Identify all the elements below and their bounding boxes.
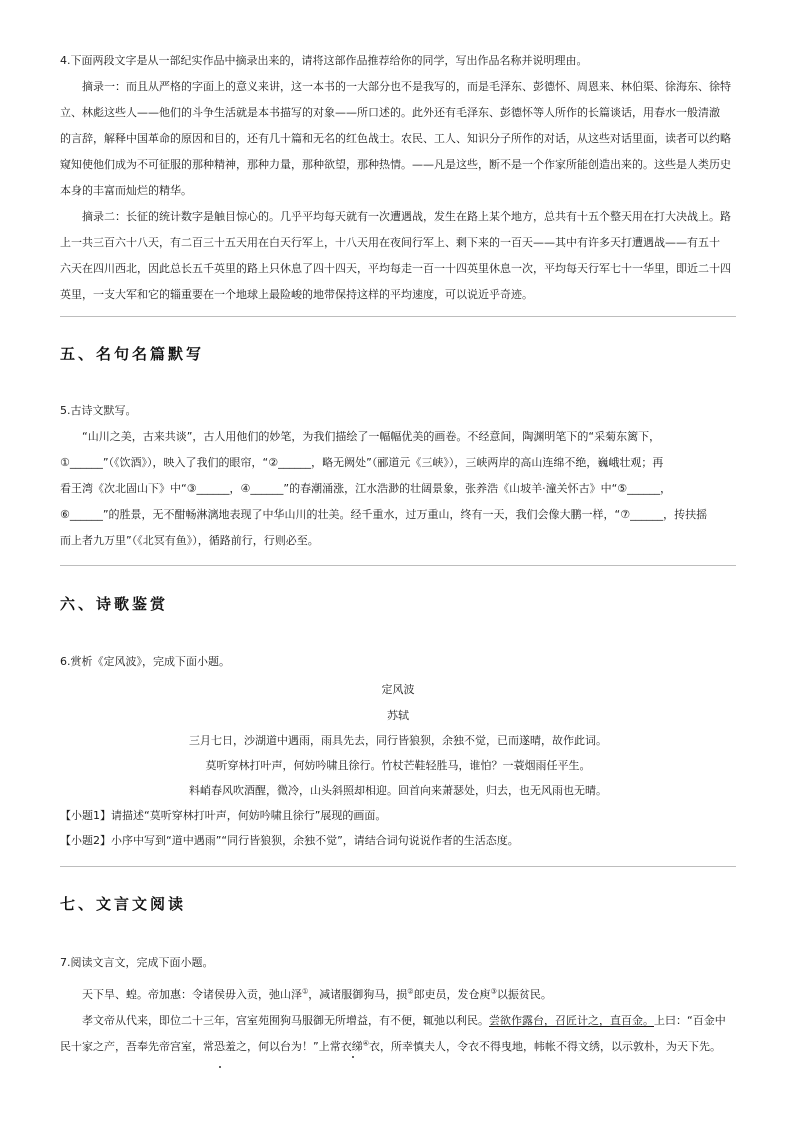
text-run: 天下旱、蝗。帝加惠：令诸侯毋入贡，弛山泽 bbox=[82, 988, 302, 1001]
sub-question-2: 【小题2】小序中写到“道中遇雨”“同行皆狼狈，余独不觉”，请结合词句说说作者的生活态度。 bbox=[60, 834, 519, 847]
question-6-title: 6.赏析《定风波》，完成下面小题。 bbox=[60, 655, 230, 668]
poem-title: 定风波 bbox=[381, 683, 415, 696]
excerpt-2-line: 英里，一支大军和它的辎重要在一个地球上最险峻的地带保持这样的平均速度，可以说近乎奇迹。 bbox=[60, 288, 533, 301]
question-4 bbox=[60, 48, 736, 308]
text-run: 民十家之产，吾奉先帝宫室，常恐羞之，何以台为！”上常衣绨 bbox=[60, 1040, 363, 1053]
classical-text-line bbox=[60, 982, 736, 1008]
footnote-marker: ④ bbox=[362, 1039, 369, 1048]
text-run: 上曰：“百金中 bbox=[654, 1014, 726, 1027]
section-6-heading: 六、诗歌鉴赏 bbox=[60, 595, 169, 613]
text-run: 郎吏员，发仓庾 bbox=[413, 988, 491, 1001]
classical-text-line bbox=[60, 1034, 736, 1060]
footnote-marker: ③ bbox=[490, 987, 497, 996]
poem-line: 料峭春风吹酒醒，微冷，山头斜照却相迎。回首向来萧瑟处，归去，也无风雨也无晴。 bbox=[189, 784, 607, 797]
excerpt-1-line: 摘录一：而且从严格的字面上的意义来讲，这一本书的一大部分也不是我写的，而是毛泽东、彭德怀、周恩来、林伯渠、徐海东、徐特 bbox=[82, 80, 731, 93]
excerpt-1-line: 的言辞，解释中国革命的原因和目的，还有几十篇和无名的红色战士。农民、工人、知识分子所作的对话，从这些对话里面，读者可以约略 bbox=[60, 132, 731, 145]
excerpt-1-line: 立、林彪这些人——他们的斗争生活就是本书描写的对象——所口述的。此外还有毛泽东、彭德怀等人所作的长篇谈话，用春水一般清澈 bbox=[60, 106, 720, 119]
poem-line: 莫听穿林打叶声，何妨吟啸且徐行。竹杖芒鞋轻胜马，谁怕？一蓑烟雨任平生。 bbox=[205, 759, 591, 772]
poem-preface: 三月七日，沙湖道中遇雨，雨具先去，同行皆狼狈，余独不觉，已而遂晴，故作此词。 bbox=[189, 734, 607, 747]
section-divider bbox=[60, 316, 736, 317]
excerpt-2-line: 六天在四川西北，因此总长五千英里的路上只休息了四十四天，平均每走一百一十四英里休息一次，平均每天行军七十一华里，即近二十四 bbox=[60, 262, 731, 275]
poem-author: 苏轼 bbox=[387, 709, 409, 722]
classical-text-line bbox=[60, 1008, 736, 1034]
sub-question-1: 【小题1】请描述“莫听穿林打叶声，何妨吟啸且徐行”展现的画面。 bbox=[60, 809, 387, 822]
section-5-heading: 五、名句名篇默写 bbox=[60, 345, 205, 363]
question-5-title: 5.古诗文默写。 bbox=[60, 404, 137, 417]
question-7-title: 7.阅读文言文，完成下面小题。 bbox=[60, 956, 214, 969]
question-5-line: 看王湾《次北固山下》中“③______，④______”的春潮涌涨，江水浩渺的壮阔景象，张养浩《山坡羊·潼关怀古》中“⑤______， bbox=[60, 482, 672, 495]
excerpt-2-line: 摘录二：长征的统计数字是触目惊心的。几乎平均每天就有一次遭遇战，发生在路上某个地方，总共有十五个整天用在打大决战上。路 bbox=[82, 210, 731, 223]
footnote-marker: ① bbox=[302, 987, 309, 996]
underlined-sentence: 尝欲作露台，召匠计之，直百金。 bbox=[489, 1014, 654, 1027]
emphasis-dot bbox=[352, 1056, 354, 1058]
excerpt-2-line: 上一共三百六十八天，有二百三十五天用在白天行军上，十八天用在夜间行军上、剩下来的一百天——其中有许多天打遭遇战——有五十 bbox=[60, 236, 720, 249]
text-run: ，减诸服御狗马，损 bbox=[308, 988, 408, 1001]
section-divider bbox=[60, 866, 736, 867]
question-5-line: ①______”（《饮酒》），映入了我们的眼帘，“②______，略无阙处”（郦道元《三峡》），三峡两岸的高山连绵不绝，巍峨壮观；再 bbox=[60, 456, 664, 469]
text-run: 孝文帝从代来，即位二十三年，宫室苑囿狗马服御无所增益，有不便，辄弛以利民。 bbox=[82, 1014, 489, 1027]
text-run: 以振贫民。 bbox=[496, 988, 552, 1001]
question-5-line: 而上者九万里”（《北冥有鱼》），循路前行，行则必至。 bbox=[60, 534, 319, 547]
emphasis-dot bbox=[219, 1066, 221, 1068]
question-5-line: “山川之美，古来共谈”，古人用他们的妙笔，为我们描绘了一幅幅优美的画卷。不经意间，陶渊明笔下的“采菊东篱下， bbox=[82, 430, 661, 443]
question-4-title: 4.下面两段文字是从一部纪实作品中摘录出来的，请将这部作品推荐给你的同学，写出作品名称并说明理由。 bbox=[60, 54, 588, 67]
excerpt-1-line: 窥知使他们成为不可征服的那种精神，那种力量，那种欲望，那种热情。——凡是这些，断不是一个作家所能创造出来的。这些是人类历史 bbox=[60, 158, 731, 171]
question-5 bbox=[60, 398, 736, 554]
classical-text bbox=[60, 982, 736, 1060]
question-5-line: ⑥______”的胜景，无不酣畅淋漓地表现了中华山川的壮美。经千重水，过万重山，终有一天，我们会像大鹏一样，“⑦______，抟扶摇 bbox=[60, 508, 708, 521]
section-7-heading: 七、文言文阅读 bbox=[60, 895, 187, 913]
footnote-marker: ② bbox=[407, 987, 414, 996]
section-divider bbox=[60, 565, 736, 566]
text-run: 衣，所幸慎夫人，令衣不得曳地，帏帐不得文绣，以示敦朴，为天下先。 bbox=[368, 1040, 721, 1053]
excerpt-1-line: 本身的丰富而灿烂的精华。 bbox=[60, 184, 192, 197]
